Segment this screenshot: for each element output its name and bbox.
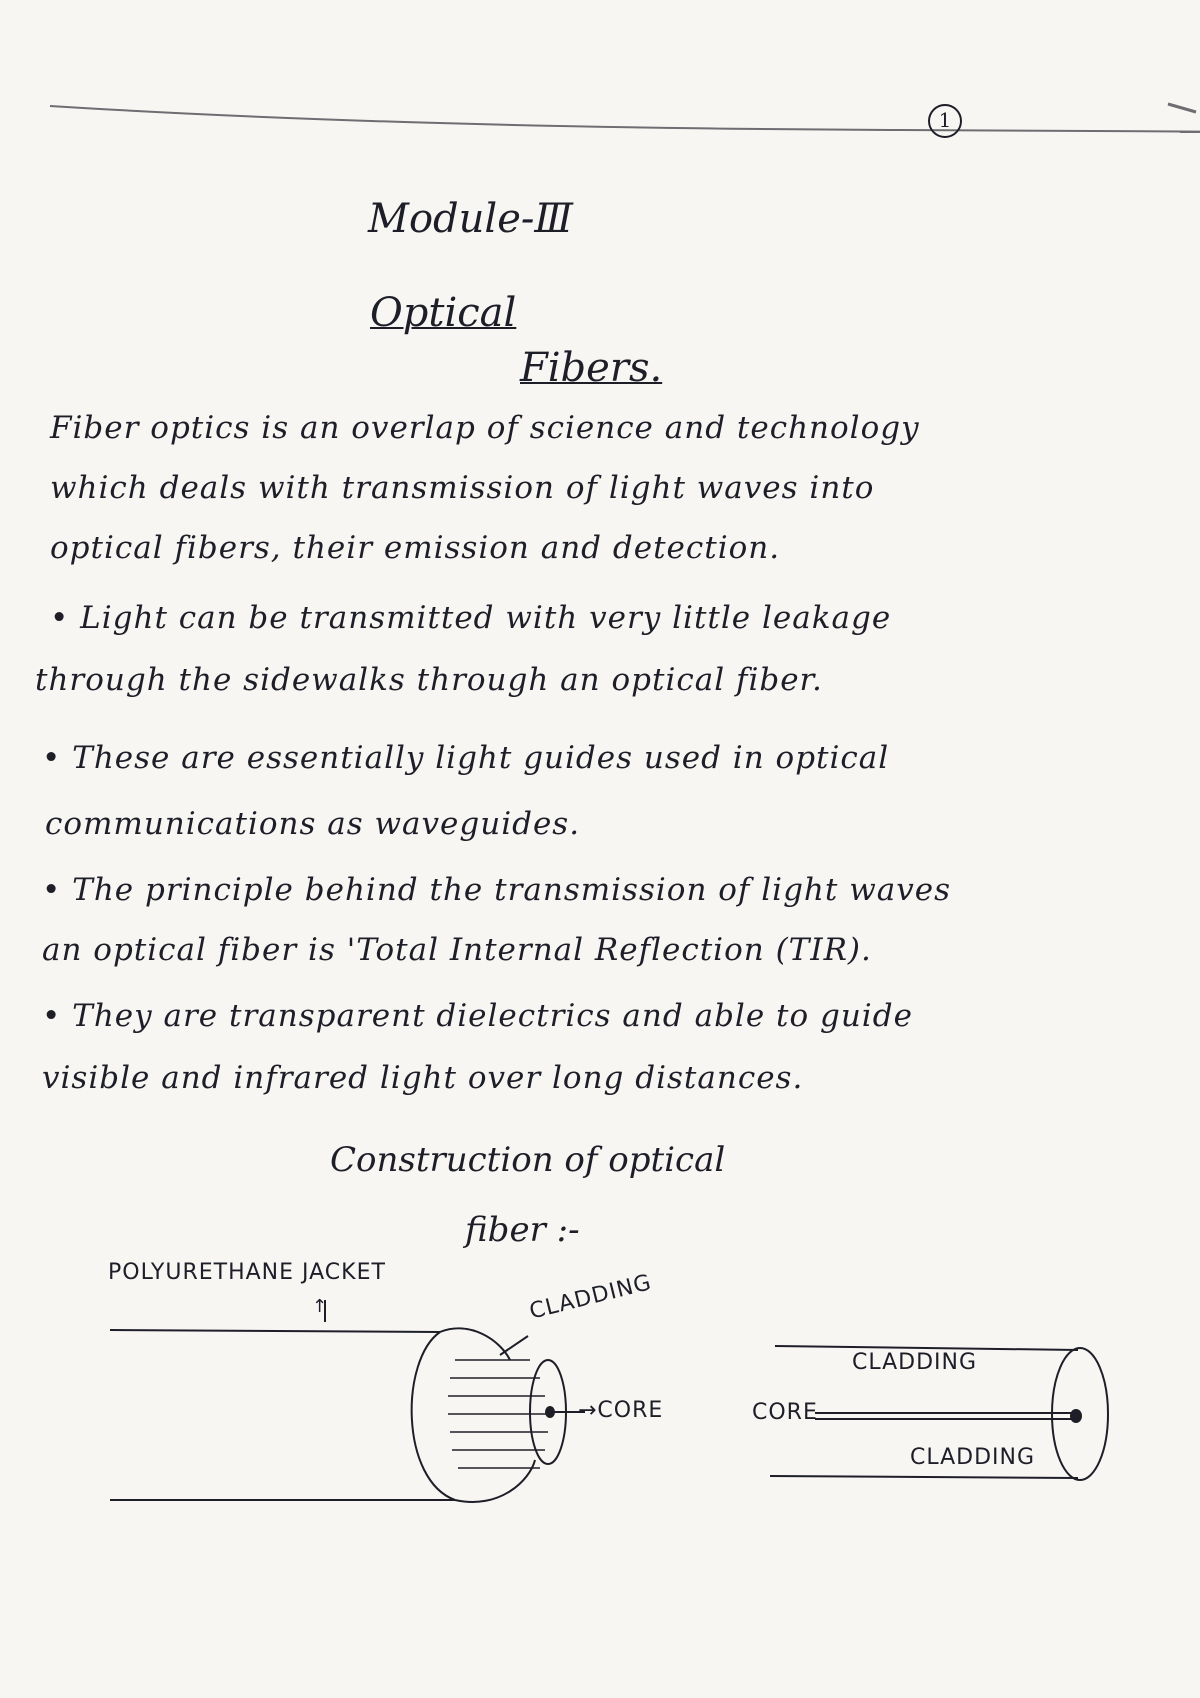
cladding-arrow-line xyxy=(500,1336,528,1355)
cladding-hatching xyxy=(448,1360,548,1468)
bullet-line: • The principle behind the transmission of light waves xyxy=(42,872,951,908)
bullet-line: communications as waveguides. xyxy=(45,806,581,842)
intro-line: Fiber optics is an overlap of science and technology xyxy=(50,410,920,446)
intro-line: optical fibers, their emission and detection. xyxy=(50,530,781,566)
page-number: 1 xyxy=(928,104,962,138)
right-cladding-bottom-line xyxy=(770,1476,1078,1478)
jacket-end-left xyxy=(412,1332,455,1500)
construction-heading-line2: fiber :- xyxy=(465,1210,580,1250)
bullet-line: • These are essentially light guides used in optical xyxy=(42,740,890,776)
construction-heading-line1: Construction of optical xyxy=(330,1140,726,1180)
label-jacket-arrow: ↑ xyxy=(312,1296,329,1317)
bullet-line: through the sidewalks through an optical fiber. xyxy=(35,662,823,698)
cladding-rim-bottom xyxy=(455,1460,535,1502)
label-cladding-right-top: CLADDING xyxy=(852,1350,978,1375)
bullet-line: visible and infrared light over long distances. xyxy=(42,1060,804,1096)
label-jacket: POLYURETHANE JACKET xyxy=(108,1260,386,1285)
intro-line: which deals with transmission of light waves into xyxy=(50,470,875,506)
label-cladding-right-bottom: CLADDING xyxy=(910,1445,1036,1470)
label-cladding-left: CLADDING xyxy=(526,1270,655,1325)
bullet-line: an optical fiber is 'Total Internal Reflection (TIR). xyxy=(42,932,872,968)
module-title: Module-Ⅲ xyxy=(368,196,573,242)
bullet-line: • They are transparent dielectrics and able to guide xyxy=(42,998,913,1034)
topic-title-line1: Optical xyxy=(370,290,517,336)
cladding-rim-top xyxy=(440,1328,510,1360)
bullet-line: • Light can be transmitted with very little leakage xyxy=(50,600,892,636)
label-core-right: CORE xyxy=(752,1400,818,1425)
label-core-left: →CORE xyxy=(578,1398,664,1423)
jacket-top-line xyxy=(110,1330,440,1332)
right-core-dot xyxy=(1070,1409,1082,1423)
topic-title-line2: Fibers. xyxy=(520,345,663,391)
